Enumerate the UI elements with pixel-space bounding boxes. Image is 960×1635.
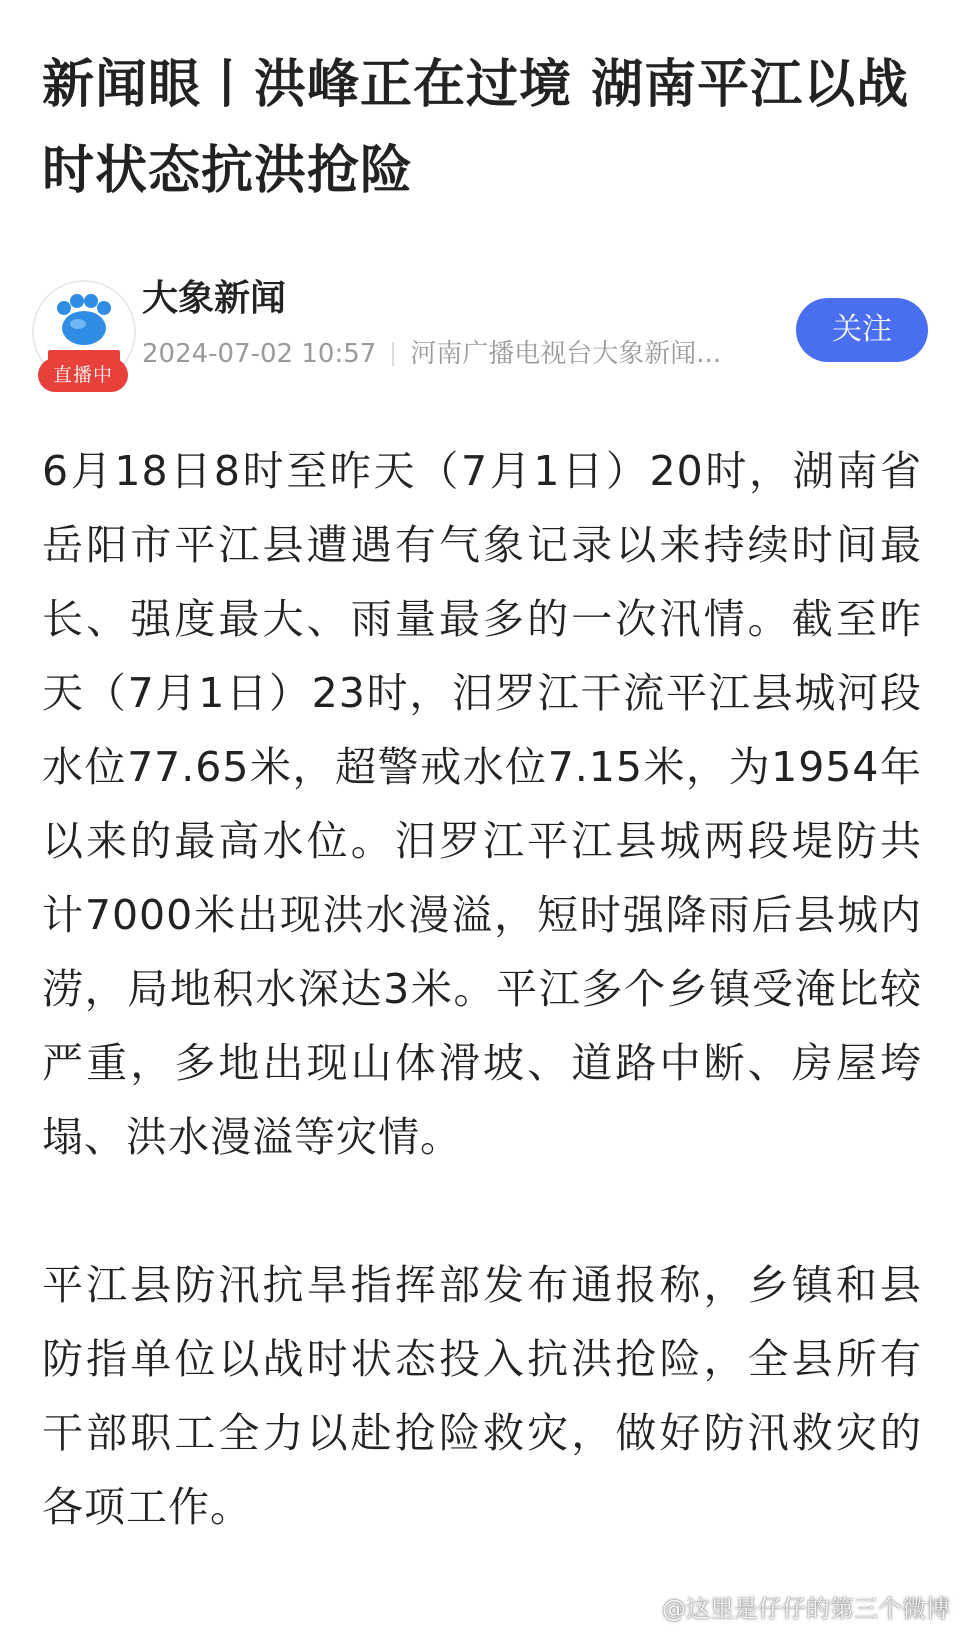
follow-button[interactable]: 关注 — [796, 298, 928, 362]
publish-time: 2024-07-02 10:57 — [142, 339, 377, 369]
weibo-icon — [626, 1597, 656, 1633]
article-body — [42, 434, 922, 1544]
author-avatar[interactable] — [28, 276, 138, 396]
article-meta — [142, 336, 762, 372]
paragraph: 平江县防汛抗旱指挥部发布通报称，乡镇和县防指单位以战时状态投入抗洪抢险，全县所有干部职工全力以赴抢险救灾，做好防汛救灾的各项工作。 — [42, 1261, 922, 1531]
source-label: 河南广播电视台大象新闻... — [410, 339, 722, 369]
live-badge[interactable]: 直播中 — [38, 358, 128, 392]
article-title: 新闻眼丨洪峰正在过境 湖南平江以战时状态抗洪抢险 — [42, 55, 910, 201]
paragraph: 6月18日8时至昨天（7月1日）20时，湖南省岳阳市平江县遭遇有气象记录以来持续时间最长、强度最大、雨量最多的一次汛情。截至昨天（7月1日）23时，汨罗江干流平江县城河段水位77.65米，超警戒水位7.15米，为1954年以来的最高水位。汨罗江平江县城两段堤防共计7000米出现洪水漫溢，短时强降雨后县城内涝，局地积水深达3米。平江多个乡镇受淹比较严重，多地出现山体滑坡、道路中断、房屋垮塌、洪水漫溢等灾情。 — [42, 447, 922, 1161]
watermark — [626, 1591, 950, 1627]
author-row — [28, 276, 932, 400]
author-name[interactable]: 大象新闻 — [142, 278, 287, 319]
meta-divider — [392, 342, 394, 366]
watermark-text: @这里是仔仔的第三个微博 — [662, 1595, 950, 1623]
